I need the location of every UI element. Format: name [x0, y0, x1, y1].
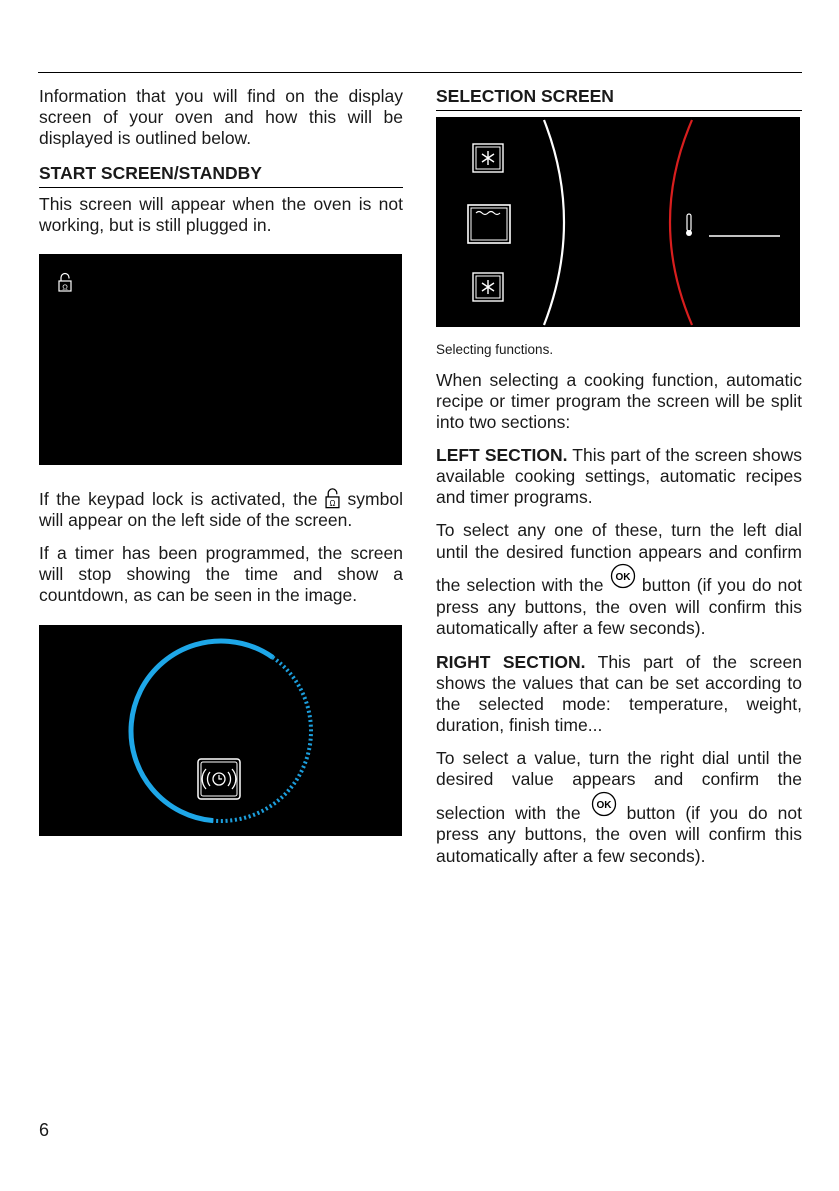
timer-icon: [198, 759, 240, 799]
right-section-paragraph: RIGHT SECTION. This part of the screen shows the values that can be set according to the selected mode: temperature, weight, duration, finish time...: [436, 651, 802, 735]
lock-icon: [58, 272, 72, 292]
selection-screen-heading: SELECTION SCREEN: [436, 86, 802, 111]
countdown-ring: [39, 625, 402, 836]
lock-icon: [325, 487, 340, 509]
svg-text:OK: OK: [596, 799, 612, 811]
timer-screen-image: [39, 625, 402, 836]
page-number: 6: [39, 1120, 50, 1140]
ok-button-icon: [610, 563, 636, 589]
function-icon-selected: [468, 205, 510, 243]
selection-caption: Selecting functions.: [436, 342, 554, 357]
start-screen-heading: START SCREEN/STANDBY: [39, 163, 403, 188]
thermometer-icon: [686, 214, 692, 236]
left-column: [39, 86, 403, 836]
function-icon-top: [473, 144, 503, 172]
right-select-paragraph: To select a value, turn the right dial until the desired value appears and confirm the selection with the OK button (if you do not press any buttons, the oven will confirm this automatically after a few seconds).: [436, 747, 802, 866]
svg-text:Ω: Ω: [329, 499, 336, 509]
left-select-paragraph: To select any one of these, turn the left dial until the desired function appears and confirm the selection with the OK button (if you do not press any buttons, the oven will confirm this automatically after a few seconds).: [436, 520, 802, 638]
top-rule: [38, 72, 802, 73]
left-dial-arc: [544, 120, 564, 325]
lock-paragraph: If the keypad lock is activated, the Ω symbol will appear on the left side of the screen.: [39, 489, 403, 530]
timer-paragraph: If a timer has been programmed, the screen will stop showing the time and show a countdown, as can be seen in the image.: [39, 543, 403, 605]
ok-button-icon: [591, 791, 617, 817]
function-icon-bottom: [473, 273, 503, 301]
selection-screen-graphic: [436, 117, 800, 327]
intro-text: Information that you will find on the display screen of your oven and how this will be displayed is outlined below.: [39, 86, 403, 148]
selection-intro: When selecting a cooking function, automatic recipe or timer program the screen will be split into two sections:: [436, 370, 802, 432]
svg-text:OK: OK: [615, 572, 631, 583]
start-screen-description: This screen will appear when the oven is not working, but is still plugged in.: [39, 194, 403, 235]
standby-screen-image: [39, 254, 402, 465]
right-dial-arc: [670, 120, 692, 325]
right-column: [436, 86, 802, 867]
svg-text:Ω: Ω: [62, 282, 68, 292]
left-section-paragraph: LEFT SECTION. This part of the screen shows available cooking settings, automatic recipes and timer programs.: [436, 445, 803, 507]
selection-screen-image: [436, 117, 800, 327]
